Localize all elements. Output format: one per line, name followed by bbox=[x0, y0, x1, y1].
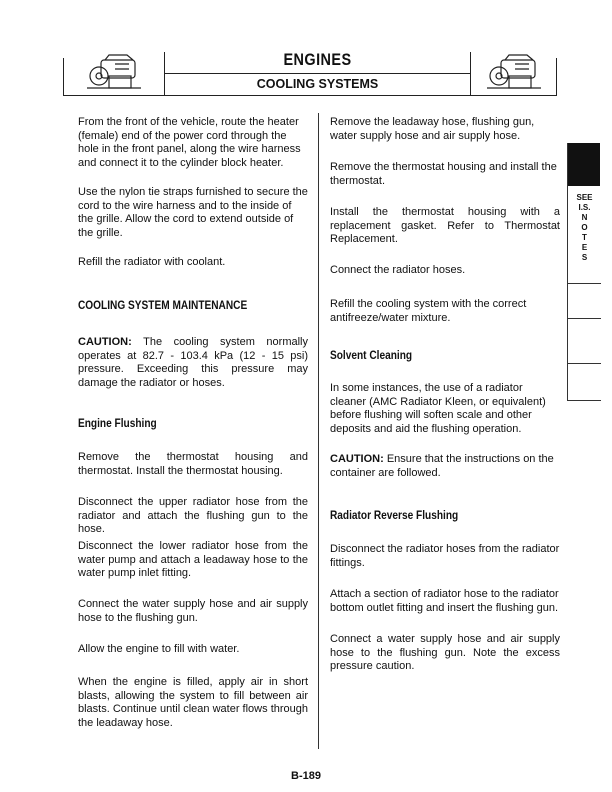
section-subtitle: COOLING SYSTEMS bbox=[164, 73, 471, 94]
section-heading: Engine Flushing bbox=[78, 418, 157, 430]
engine-illustration-icon bbox=[79, 54, 149, 92]
caution-note bbox=[330, 453, 560, 480]
paragraph: Connect a water supply hose and air supply hose to the flushing gun. Note the excess pressure caution. bbox=[330, 633, 560, 673]
section-heading: Solvent Cleaning bbox=[330, 350, 413, 362]
notes-letter: T bbox=[582, 233, 587, 242]
page-header bbox=[63, 50, 557, 96]
caution-label: CAUTION: bbox=[78, 336, 132, 348]
page-title: ENGINES bbox=[283, 50, 352, 69]
paragraph: When the engine is filled, apply air in short blasts, allowing the system to fill between air blasts. Continue until clean water flows through the leadaway hose. bbox=[78, 676, 308, 729]
tab-divider bbox=[567, 400, 601, 401]
tab-divider bbox=[567, 318, 601, 319]
notes-letter: S bbox=[581, 253, 588, 262]
caution-note bbox=[78, 336, 308, 390]
header-right-box bbox=[470, 52, 556, 95]
paragraph: Remove the leadaway hose, flushing gun, water supply hose and air supply hose. bbox=[330, 116, 535, 142]
notes-letter: E bbox=[581, 243, 588, 252]
paragraph: Remove the thermostat housing and install the thermostat. bbox=[330, 161, 557, 187]
paragraph: Disconnect the lower radiator hose from the water pump and attach a leadaway hose to the water pump inlet fitting. bbox=[78, 540, 308, 580]
paragraph: Allow the engine to fill with water. bbox=[78, 643, 240, 655]
paragraph: Install the thermostat housing with a replacement gasket. Refer to Thermostat Replacement. bbox=[330, 206, 560, 246]
paragraph: Disconnect the radiator hoses from the radiator fittings. bbox=[330, 543, 560, 569]
see-label: SEE bbox=[576, 193, 593, 202]
side-index-tab bbox=[567, 143, 612, 403]
paragraph: Use the nylon tie straps furnished to secure the cord to the wire harness and to the inside of the grille. Allow the cord to extend outside of the grille. bbox=[78, 186, 308, 239]
paragraph: Refill the cooling system with the correct antifreeze/water mixture. bbox=[330, 298, 527, 324]
tab-divider bbox=[567, 363, 601, 364]
tab-border bbox=[567, 143, 568, 400]
paragraph: Connect the radiator hoses. bbox=[330, 264, 466, 276]
paragraph: From the front of the vehicle, route the heater (female) end of the power cord through the hole in the front panel, along the wire harness and connect it to the cylinder block heater. bbox=[78, 116, 301, 169]
paragraph: In some instances, the use of a radiator cleaner (AMC Radiator Kleen, or equivalent) before flushing will soften scale and other deposits and aid the flushing operation. bbox=[330, 382, 546, 435]
section-heading: COOLING SYSTEM MAINTENANCE bbox=[78, 300, 248, 312]
caution-label: CAUTION: bbox=[330, 453, 384, 465]
section-heading: Radiator Reverse Flushing bbox=[330, 510, 459, 522]
black-tab-marker bbox=[567, 143, 600, 186]
paragraph: Connect the water supply hose and air supply hose to the flushing gun. bbox=[78, 598, 308, 624]
caution-text: Ensure that the instructions on the container are followed. bbox=[330, 453, 554, 479]
header-left-box bbox=[64, 52, 165, 95]
page-number: B-189 bbox=[291, 770, 321, 782]
engine-illustration-icon bbox=[479, 54, 549, 92]
paragraph: Attach a section of radiator hose to the radiator bottom outlet fitting and insert the flushing gun. bbox=[330, 588, 559, 614]
notes-letter: N bbox=[581, 213, 588, 222]
see-is-notes-label bbox=[567, 193, 602, 263]
column-divider bbox=[318, 113, 319, 749]
is-label: I.S. bbox=[578, 203, 591, 212]
caution-text: The cooling system normally operates at 82.7 - 103.4 kPa (12 - 15 psi) pressure. Exceeding this pressure may damage the radiator or hoses. bbox=[78, 336, 308, 389]
paragraph: Refill the radiator with coolant. bbox=[78, 256, 226, 268]
notes-letter: O bbox=[581, 223, 588, 232]
paragraph: Remove the thermostat housing and thermostat. Install the thermostat housing. bbox=[78, 451, 308, 477]
paragraph: Disconnect the upper radiator hose from the radiator and attach the flushing gun to the hose. bbox=[78, 496, 308, 536]
tab-divider bbox=[567, 283, 601, 284]
